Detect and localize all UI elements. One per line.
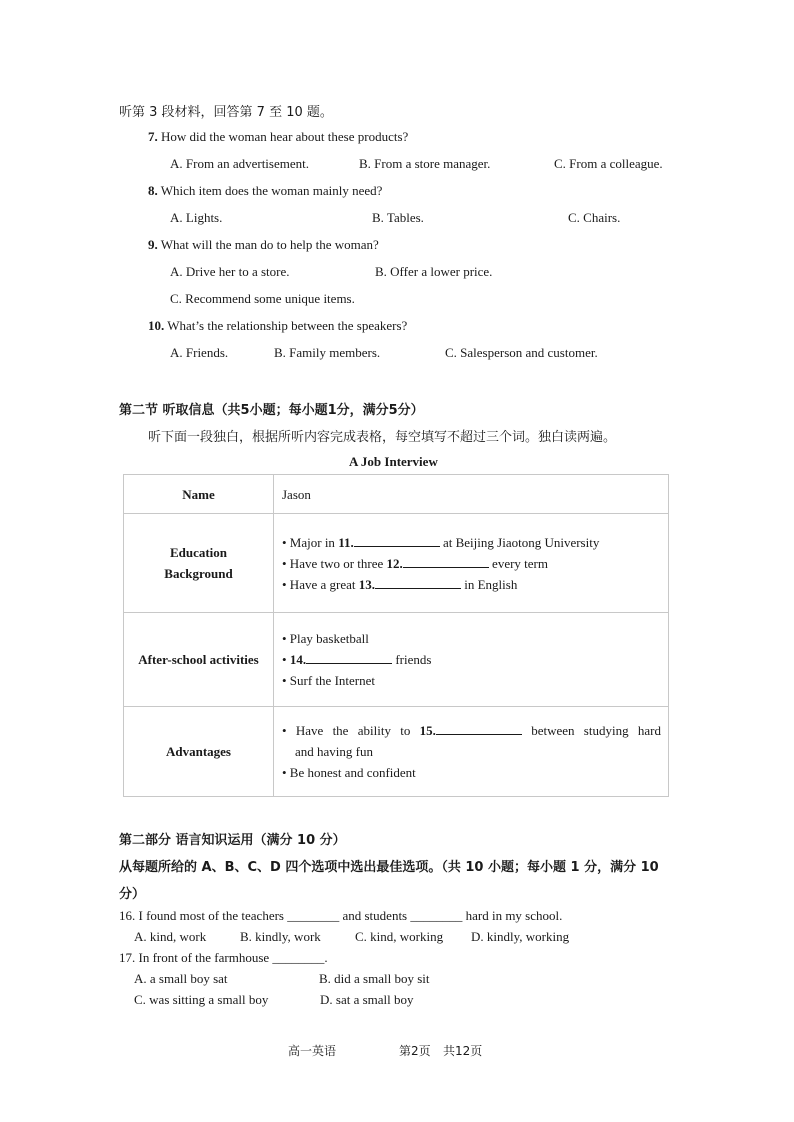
option-b: B. kindly, work	[240, 929, 321, 944]
list-item: • Surf the Internet	[282, 673, 375, 688]
section-instruction: 听下面一段独白，根据所听内容完成表格，每空填写不超过三个词。独白读两遍。	[148, 430, 617, 445]
option-a: A. From an advertisement.	[170, 156, 309, 171]
table-row-advantages	[124, 707, 669, 797]
blank-number: 13.	[358, 576, 375, 592]
list-item: • Major in 11. at Beijing Jiaotong University	[282, 534, 600, 550]
question-number: 7.	[148, 129, 158, 144]
job-interview-table	[123, 474, 669, 797]
question-10	[148, 318, 407, 334]
answer-blank[interactable]	[375, 575, 461, 589]
part-instruction-line1: 从每题所给的 A、B、C、D 四个选项中选出最佳选项。（共 10 小题；每小题 1 分，满分 10	[119, 860, 659, 875]
row-label: Advantages	[124, 707, 274, 797]
option-c: C. kind, working	[355, 929, 444, 944]
question-number: 8.	[148, 183, 158, 198]
row-label: After-school activities	[124, 613, 274, 707]
option-d: D. sat a small boy	[320, 992, 414, 1007]
option-b: B. Tables.	[372, 210, 424, 225]
table-row-activities	[124, 613, 669, 707]
question-9	[148, 237, 379, 253]
row-label: Name	[124, 475, 274, 514]
list-item: • Have the ability to 15. between studying hard	[282, 723, 661, 738]
option-c: C. Recommend some unique items.	[170, 291, 355, 306]
option-a: A. a small boy sat	[134, 971, 228, 986]
blank-number: 11.	[338, 534, 354, 550]
row-value	[274, 514, 669, 613]
blank-number: 15.	[419, 723, 436, 738]
question-text: Which item does the woman mainly need?	[160, 183, 383, 198]
option-c: C. was sitting a small boy	[134, 992, 269, 1007]
row-value	[274, 707, 669, 797]
part-instruction-line2: 分）	[119, 887, 146, 902]
row-value	[274, 613, 669, 707]
footer-subject: 高一英语	[288, 1044, 337, 1058]
list-item: • Have two or three 12. every term	[282, 555, 548, 571]
answer-blank[interactable]	[403, 554, 489, 568]
question-number: 9.	[148, 237, 158, 252]
table-row-education	[124, 514, 669, 613]
label-line: Education	[169, 545, 228, 560]
option-c: C. From a colleague.	[554, 156, 663, 171]
option-a: A. Drive her to a store.	[170, 264, 290, 279]
question-text: What’s the relationship between the speakers?	[167, 318, 408, 333]
blank-number: 14.	[289, 652, 307, 667]
list-item-continued: and having fun	[295, 744, 373, 759]
blank-number: 12.	[386, 555, 403, 571]
answer-blank[interactable]	[354, 533, 440, 547]
question-text: How did the woman hear about these products?	[161, 129, 409, 144]
option-b: B. Family members.	[274, 345, 381, 360]
option-a: A. kind, work	[134, 929, 207, 944]
option-b: B. did a small boy sit	[319, 971, 430, 986]
list-item: • Have a great 13. in English	[282, 576, 518, 592]
section-intro: 听第 3 段材料，回答第 7 至 10 题。	[119, 105, 333, 120]
footer-page: 第2页	[399, 1044, 431, 1058]
footer-total: 共12页	[443, 1044, 483, 1058]
part-heading: 第二部分 语言知识运用（满分 10 分）	[119, 833, 346, 848]
option-b: B. Offer a lower price.	[375, 264, 493, 279]
table-row-name	[124, 475, 669, 514]
question-7	[148, 129, 408, 145]
option-b: B. From a store manager.	[359, 156, 491, 171]
question-8	[148, 183, 382, 199]
list-item: • 14. friends	[282, 652, 432, 667]
option-a: A. Lights.	[170, 210, 223, 225]
question-17: 17. In front of the farmhouse ________.	[119, 950, 328, 965]
table-title: A Job Interview	[349, 454, 438, 469]
row-value: Jason	[274, 475, 669, 514]
answer-blank[interactable]	[306, 650, 392, 664]
section-heading: 第二节 听取信息（共5小题；每小题1分，满分5分）	[119, 403, 424, 418]
option-a: A. Friends.	[170, 345, 229, 360]
option-c: C. Salesperson and customer.	[445, 345, 598, 360]
question-16: 16. I found most of the teachers ________ and students ________ hard in my school.	[119, 908, 563, 923]
option-c: C. Chairs.	[568, 210, 621, 225]
answer-blank[interactable]	[436, 721, 522, 735]
list-item: • Play basketball	[282, 631, 369, 646]
option-d: D. kindly, working	[471, 929, 570, 944]
list-item: • Be honest and confident	[282, 765, 416, 780]
label-line: Background	[164, 566, 233, 581]
row-label	[124, 514, 274, 613]
question-number: 10.	[148, 318, 165, 333]
question-text: What will the man do to help the woman?	[160, 237, 379, 252]
